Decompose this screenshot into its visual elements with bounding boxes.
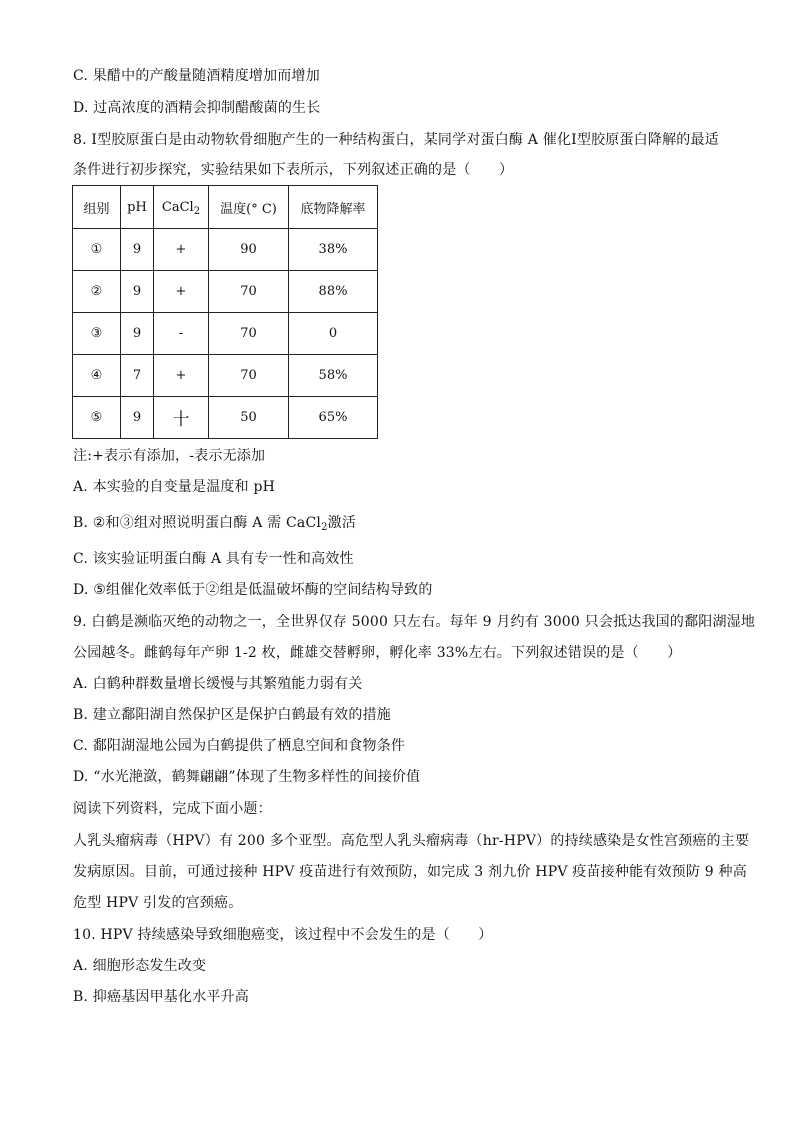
cell-temperature: 90 [209, 229, 289, 271]
q8-option-a: A. 本实验的自变量是温度和 pH [73, 479, 276, 495]
cell-rate: 88% [289, 271, 378, 313]
header-ph: pH [121, 186, 154, 229]
header-group: 组别 [73, 186, 121, 229]
q10-option-b: B. 抑癌基因甲基化水平升高 [73, 989, 249, 1005]
q9-stem-line1: 9. 白鹤是濒临灭绝的动物之一，全世界仅存 5000 只左右。每年 9 月约有 3000 只会抵达我国的鄱阳湖湿地 [73, 614, 756, 630]
q10-option-a: A. 细胞形态发生改变 [73, 958, 207, 974]
q9-option-a: A. 白鹤种群数量增长缓慢与其繁殖能力弱有关 [73, 676, 363, 692]
table-note: 注:+表示有添加，-表示无添加 [73, 448, 266, 464]
cell-group: ③ [73, 313, 121, 355]
q8-stem-line2: 条件进行初步探究，实验结果如下表所示，下列叙述正确的是（ ） [73, 162, 514, 178]
cell-cacl2: + [154, 355, 209, 397]
cell-ph: 7 [121, 355, 154, 397]
q8-option-c: C. 该实验证明蛋白酶 A 具有专一性和高效性 [73, 551, 354, 567]
q8-stem-line1: 8. Ⅰ型胶原蛋白是由动物软骨细胞产生的一种结构蛋白，某同学对蛋白酶 A 催化Ⅰ型胶原蛋白降解的最适 [73, 132, 719, 148]
cell-group: ④ [73, 355, 121, 397]
cell-cacl2: + [154, 271, 209, 313]
cell-temperature: 70 [209, 313, 289, 355]
header-temperature: 温度(° C) [209, 186, 289, 229]
reading-passage-line2: 发病原因。目前，可通过接种 HPV 疫苗进行有效预防，如完成 3 剂九价 HPV 疫苗接种能有效预防 9 种高 [73, 864, 747, 880]
table-row [73, 271, 378, 313]
q9-option-b: B. 建立鄱阳湖自然保护区是保护白鹤最有效的措施 [73, 707, 391, 723]
q8-option-d: D. ⑤组催化效率低于②组是低温破坏酶的空间结构导致的 [73, 582, 433, 598]
q9-option-d: D. “水光滟潋，鹤舞翩翩”体现了生物多样性的间接价值 [73, 769, 421, 785]
table-row [73, 355, 378, 397]
header-degradation-rate: 底物降解率 [289, 186, 378, 229]
cell-temperature: 50 [209, 397, 289, 439]
cell-rate: 58% [289, 355, 378, 397]
q7-option-d: D. 过高浓度的酒精会抑制醋酸菌的生长 [73, 100, 321, 116]
cell-rate: 0 [289, 313, 378, 355]
reading-instruction: 阅读下列资料，完成下面小题： [73, 801, 272, 817]
cell-ph: 9 [121, 271, 154, 313]
q9-stem-line2: 公园越冬。雌鹤每年产卵 1-2 枚，雌雄交替孵卵，孵化率 33%左右。下列叙述错误的是（ ） [73, 645, 682, 661]
reading-passage-line3: 危型 HPV 引发的宫颈癌。 [73, 895, 243, 911]
q9-option-c: C. 鄱阳湖湿地公园为白鹤提供了栖息空间和食物条件 [73, 738, 406, 754]
cell-rate: 65% [289, 397, 378, 439]
cell-ph: 9 [121, 397, 154, 439]
table-row [73, 397, 378, 439]
header-cacl2: CaCl$_2$ [154, 186, 209, 229]
cell-group: ⑤ [73, 397, 121, 439]
cell-rate: 38% [289, 229, 378, 271]
reading-passage-line1: 人乳头瘤病毒（HPV）有 200 多个亚型。高危型人乳头瘤病毒（hr-HPV）的持续感染是女性宫颈癌的主要 [73, 833, 750, 849]
cell-ph: 9 [121, 229, 154, 271]
cell-temperature: 70 [209, 271, 289, 313]
cell-cacl2: 十 [154, 397, 209, 439]
q8-option-b: B. ②和③组对照说明蛋白酶 A 需 CaCl$_2$激活 [73, 515, 357, 533]
cell-ph: 9 [121, 313, 154, 355]
cell-group: ① [73, 229, 121, 271]
cell-group: ② [73, 271, 121, 313]
table-row [73, 313, 378, 355]
table-row [73, 229, 378, 271]
cell-temperature: 70 [209, 355, 289, 397]
cell-cacl2: - [154, 313, 209, 355]
table-header-row [73, 186, 378, 229]
experiment-table [72, 185, 378, 439]
q7-option-c: C. 果醋中的产酸量随酒精度增加而增加 [73, 68, 320, 84]
q10-stem: 10. HPV 持续感染导致细胞癌变，该过程中不会发生的是（ ） [73, 927, 493, 943]
cell-cacl2: + [154, 229, 209, 271]
